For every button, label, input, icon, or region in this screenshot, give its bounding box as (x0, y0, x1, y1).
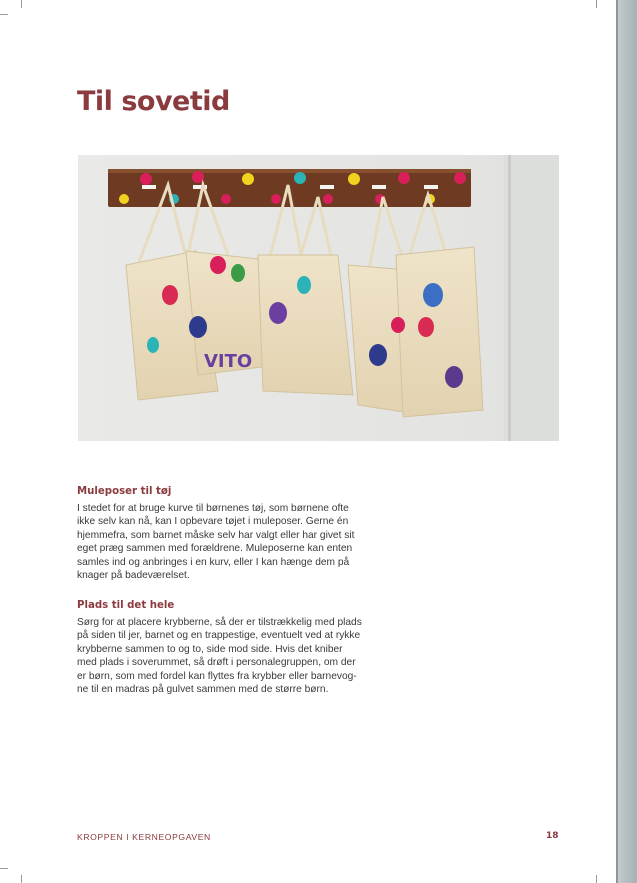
door-frame (504, 155, 559, 441)
crop-mark (21, 875, 22, 883)
crop-mark (0, 868, 8, 869)
section-body-plads (77, 616, 427, 696)
section-heading-muleposer: Muleposer til tøj (77, 486, 172, 497)
body-line: I stedet for at bruge kurve til børnenes tøj, som børnene ofte (77, 503, 349, 514)
body-line: samles ind og anbringes i en kurv, eller I kan hænge dem på (77, 556, 350, 568)
page-number: 18 (546, 831, 559, 841)
crop-mark (21, 0, 22, 8)
body-line: Sørg for at placere krybberne, så der er tilstrækkelig med plads (77, 617, 362, 628)
body-line: er børn, som med fordel kan flyttes fra krybber eller barnevog- (77, 670, 357, 682)
crop-mark (596, 0, 597, 8)
body-line: ne til en madras på gulvet sammen med de større børn. (77, 684, 329, 696)
rail-highlight (108, 169, 471, 173)
crop-mark (596, 875, 597, 883)
body-line: knager på badeværelset. (77, 570, 190, 582)
door-edge (508, 155, 511, 441)
body-line: ikke selv kan nå, kan I opbevare tøjet i muleposer. Gerne én (77, 516, 349, 528)
photo-illustration (78, 155, 559, 441)
body-line: krybberne sammen to og to, side mod side. Hvis det kniber (77, 643, 343, 655)
section-heading-plads: Plads til det hele (77, 600, 175, 611)
crop-mark (0, 14, 8, 15)
body-line: på siden til jer, barnet og en trappestige, eventuelt ved at rykke (77, 630, 361, 642)
section-body-muleposer (77, 502, 427, 582)
page-title: Til sovetid (77, 86, 230, 117)
body-line: med plads i soverummet, så drøft i personalegruppen, om der (77, 657, 356, 669)
photo-tote-bags (78, 155, 559, 441)
body-line: hjemmefra, som barnet måske selv har valgt eller har givet sit (77, 529, 355, 541)
side-page-strip (616, 0, 637, 883)
body-line: eget præg sammen med forældrene. Muleposerne kan enten (77, 543, 353, 555)
footer-running-title: KROPPEN I KERNEOPGAVEN (77, 832, 211, 842)
bag-name-text: VITO (204, 351, 253, 372)
